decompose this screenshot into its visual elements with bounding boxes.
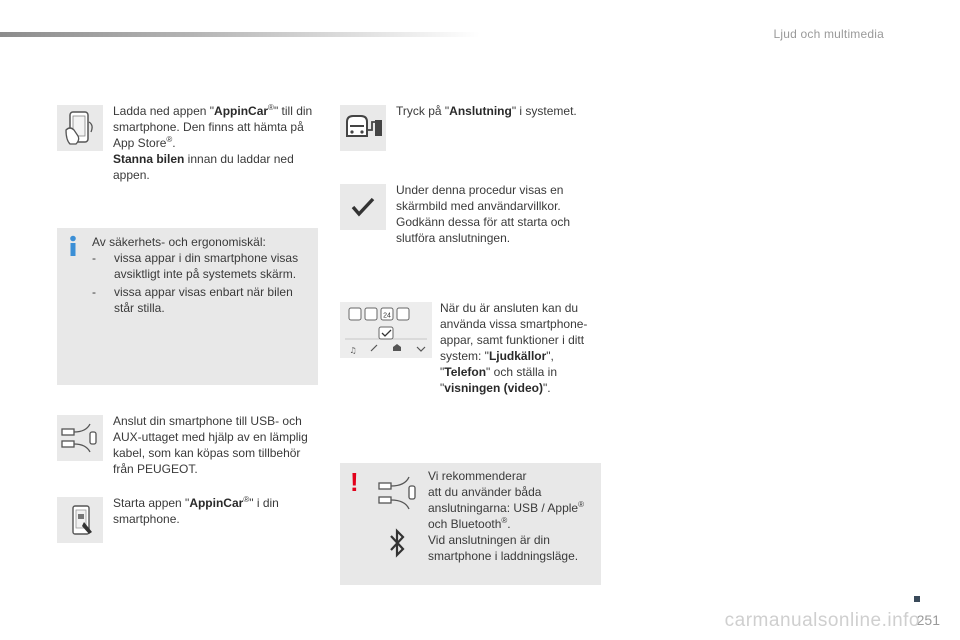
step-connected: När du är ansluten kan du använda vissa smartphone-appar, samt funktioner i ditt system: "Ljudkällor", "Telefon" och ställa in "visningen (video)". bbox=[440, 301, 588, 395]
info-icon bbox=[67, 235, 79, 257]
info-item: - vissa appar visas enbart när bilen står stilla. bbox=[92, 285, 293, 315]
step-connect-usb: Anslut din smartphone till USB- och AUX-uttaget med hjälp av en lämplig kabel, som kan köpas som tillbehör från PEUGEOT. bbox=[113, 414, 308, 476]
car-phone-link-icon bbox=[340, 105, 386, 151]
checkmark-icon bbox=[340, 184, 386, 230]
step-accept-terms: Under denna procedur visas en skärmbild med användarvillkor. Godkänn dessa för att starta och slutföra anslutningen. bbox=[396, 183, 571, 245]
section-title: Ljud och multimedia bbox=[773, 27, 884, 41]
warning-line: att du använder båda bbox=[428, 485, 542, 499]
smartphone-touch-icon bbox=[57, 497, 103, 543]
warning-mark-icon: ! bbox=[350, 467, 359, 497]
info-panel bbox=[57, 228, 318, 385]
info-item: - vissa appar i din smartphone visas avsiktligt inte på systemets skärm. bbox=[92, 251, 299, 281]
usb-cable-icon bbox=[376, 471, 422, 515]
warning-line: anslutningarna: USB / Apple® bbox=[428, 500, 585, 515]
warning-line: Vid anslutningen är din smartphone i laddningsläge. bbox=[428, 533, 579, 563]
usb-cable-icon bbox=[57, 415, 103, 461]
system-screen-icon bbox=[340, 302, 432, 358]
page-marker bbox=[914, 596, 920, 602]
svg-text:♫: ♫ bbox=[349, 346, 357, 355]
warning-line: Vi rekommenderar bbox=[428, 469, 527, 483]
watermark: carmanualsonline.info bbox=[724, 610, 920, 631]
step-start-app: Starta appen "AppinCar®" i din smartphone. bbox=[113, 495, 279, 526]
step-press-connect: Tryck på "Anslutning" i systemet. bbox=[396, 104, 577, 118]
page-number: 251 bbox=[916, 612, 940, 628]
step-download-app: Ladda ned appen "AppinCar®" till din smartphone. Den finns att hämta på App Store®. Stanna bilen innan du laddar ned appen. bbox=[113, 103, 313, 182]
bluetooth-icon bbox=[388, 528, 406, 558]
warning-panel bbox=[340, 463, 601, 585]
smartphone-hand-icon bbox=[57, 105, 103, 151]
screen-badge: 24 bbox=[383, 312, 391, 320]
warning-line: och Bluetooth®. bbox=[428, 516, 511, 531]
header-gradient-bar bbox=[0, 32, 480, 37]
info-intro: Av säkerhets- och ergonomiskäl: bbox=[92, 235, 266, 249]
